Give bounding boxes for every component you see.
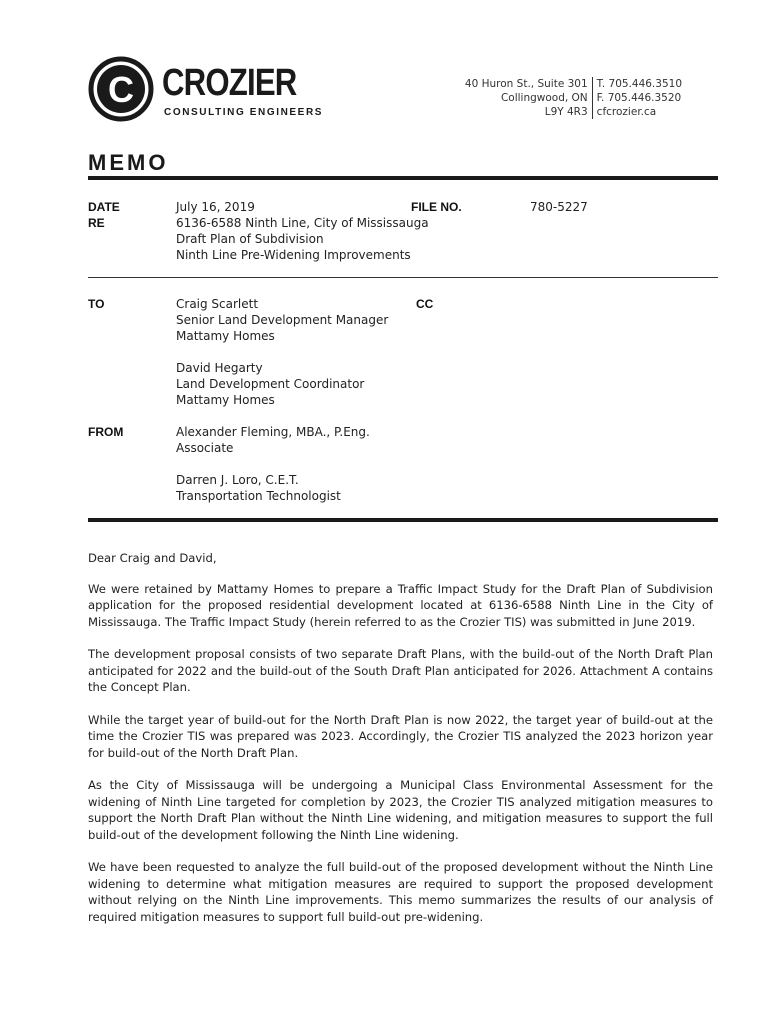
re-value [176, 215, 429, 263]
recipient-company: Mattamy Homes [176, 329, 275, 343]
recipient-name: David Hegarty [176, 361, 263, 375]
file-no-value: 780-5227 [530, 200, 588, 214]
logo-name: CROZIER [162, 62, 297, 104]
sender-title: Associate [176, 441, 234, 455]
re-label: RE [88, 216, 105, 230]
logo-letter: C [108, 69, 134, 110]
contact-lines [593, 77, 682, 119]
title-divider [88, 176, 718, 180]
crozier-logo [88, 56, 328, 122]
date-label: DATE [88, 200, 120, 214]
memo-title: MEMO [88, 150, 169, 175]
to-label: TO [88, 297, 105, 311]
body-paragraph: The development proposal consists of two separate Draft Plans, with the build-out of the North Draft Plan anticipated for 2022 and the build-out of the South Draft Plan anticipated for 2026. Attachment A contains the Concept Plan. [88, 647, 713, 694]
crozier-c-emblem-icon [88, 56, 154, 122]
cc-label: CC [416, 297, 434, 311]
company-address-block [465, 77, 682, 119]
file-no-label: FILE NO. [411, 200, 462, 214]
address-line-postal: L9Y 4R3 [544, 106, 588, 118]
from-label: FROM [88, 425, 124, 439]
sender-title: Transportation Technologist [176, 489, 341, 503]
recipient-title: Senior Land Development Manager [176, 313, 389, 327]
recipient-name: Craig Scarlett [176, 297, 259, 311]
contact-fax: F. 705.446.3520 [596, 92, 682, 104]
recipient-company: Mattamy Homes [176, 393, 275, 407]
re-line: Draft Plan of Subdivision [176, 232, 324, 246]
re-line: 6136-6588 Ninth Line, City of Mississauga [176, 216, 429, 230]
body-divider [88, 518, 718, 522]
body-paragraph: We were retained by Mattamy Homes to prepare a Traffic Impact Study for the Draft Plan of Subdivision application for the proposed residential development located at 6136-6588 Ninth Line in the City of Mississauga. The Traffic Impact Study (herein referred to as the Crozier TIS) was submitted in June 2019. [88, 581, 713, 629]
body-paragraph: While the target year of build-out for the North Draft Plan is now 2022, the target year of build-out at the time the Crozier TIS was prepared was 2023. Accordingly, the Crozier TIS analyzed the 2023 horizon year for build-out of the North Draft Plan. [88, 712, 713, 760]
contact-phone: T. 705.446.3510 [596, 78, 682, 90]
from-sender [176, 472, 341, 504]
to-recipient [176, 360, 364, 408]
from-sender [176, 424, 370, 456]
address-line-street: 40 Huron St., Suite 301 [464, 78, 588, 90]
address-lines [465, 77, 593, 119]
address-line-city: Collingwood, ON [500, 92, 588, 104]
re-line: Ninth Line Pre-Widening Improvements [176, 248, 411, 262]
salutation: Dear Craig and David, [88, 551, 217, 565]
body-paragraph: As the City of Mississauga will be undergoing a Municipal Class Environmental Assessment for the widening of Ninth Line targeted for completion by 2023, the Crozier TIS analyzed mitigation measures to support the North Draft Plan without the Ninth Line widening, and mitigation measures to support the full build-out of the development following the Ninth Line widening. [88, 778, 713, 842]
to-recipient [176, 296, 388, 344]
header-divider [88, 277, 718, 278]
sender-name: Alexander Fleming, MBA., P.Eng. [176, 425, 370, 439]
contact-website: cfcrozier.ca [596, 106, 657, 118]
recipient-title: Land Development Coordinator [176, 377, 365, 391]
date-value: July 16, 2019 [176, 200, 255, 214]
logo-subtitle: CONSULTING ENGINEERS [164, 107, 324, 118]
body-paragraph: We have been requested to analyze the full build-out of the proposed development without the Ninth Line widening to determine what mitigation measures are required to support the proposed development without relying on the Ninth Line improvements. This memo summarizes the results of our analysis of required mitigation measures to support full build-out pre-widening. [88, 860, 713, 924]
sender-name: Darren J. Loro, C.E.T. [176, 473, 299, 487]
memo-body [88, 550, 713, 941]
